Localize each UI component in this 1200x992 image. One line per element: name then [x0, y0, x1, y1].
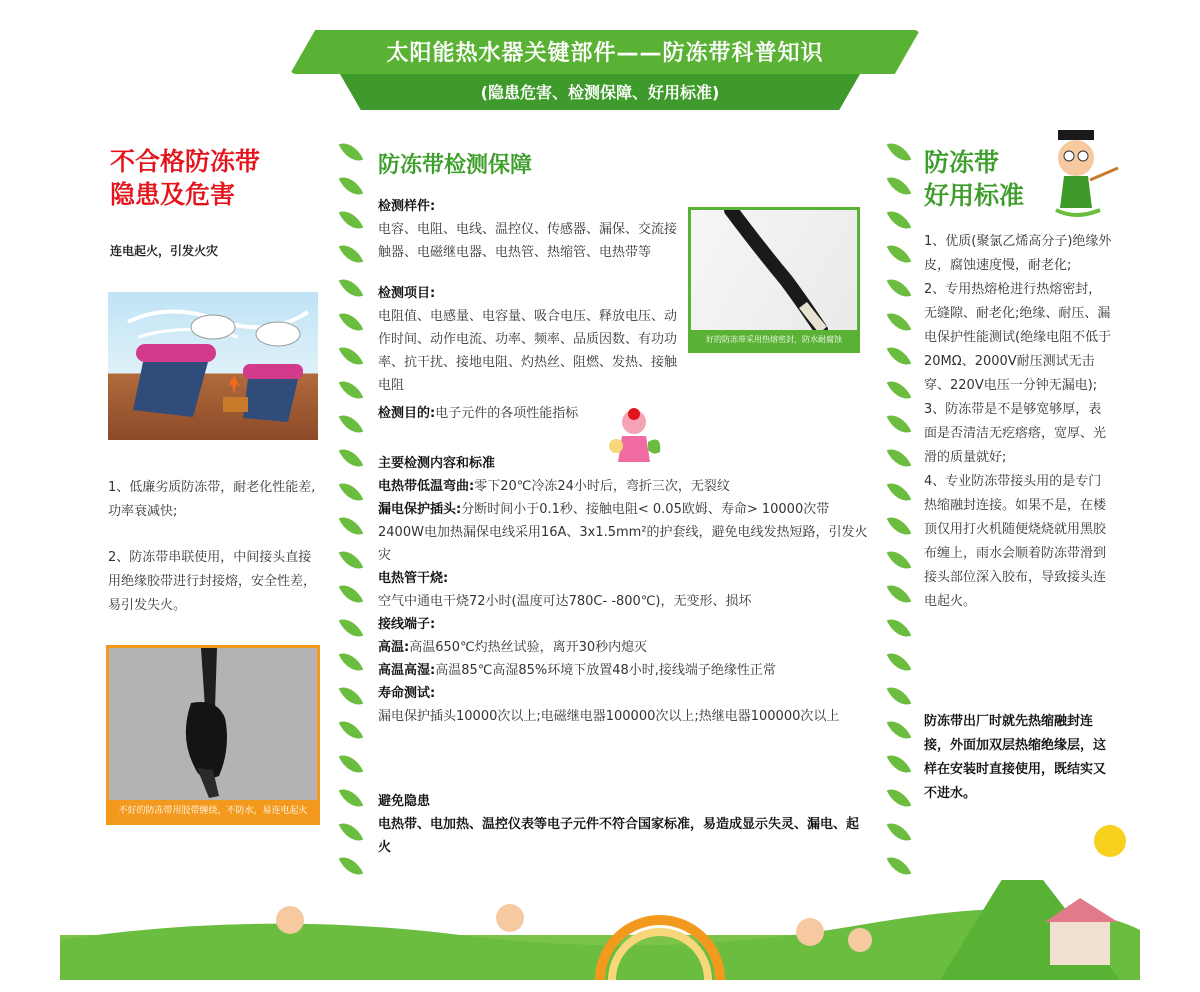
good-cable-photo [688, 207, 860, 353]
left-paragraph-1: 1、低廉劣质防冻带，耐老化性能差,功率衰减快; [108, 480, 316, 519]
bad-tape-photo [106, 645, 320, 825]
header-banner [290, 30, 920, 110]
left-section-title: 不合格防冻带 隐患及危害 [110, 147, 261, 209]
avoid-block: 避免隐患 电热带、电加热、温控仪表等电子元件不符合国家标准，易造成显示失灵、漏电、起火 [378, 794, 860, 855]
right-body-text: 1、优质(聚氯乙烯高分子)绝缘外皮，腐蚀速度慢，耐老化; 2、专用热熔枪进行热熔密封，无缝隙、耐老化;绝缘、耐压、漏电保护性能测试(绝缘电阻不低于20MΩ、2000V耐压测试无击穿、220V电压一分钟无漏电); 3、防冻带是不是够宽够厚，表面是否清洁无疙瘩瘩，宽厚、光滑的质量就好; 4、专业防冻带接头用的是专门热缩融封连接。如果不是，在楼顶仅用打火机随便烧烧就用黑胶布缠上，雨水会顺着防冻带滑到接头部位深入胶布，导致接头连电起火。 [924, 234, 1112, 609]
sun-icon [1094, 825, 1126, 857]
good-cable-caption: 好的防冻带采用热熔密封，防水耐腐蚀 [691, 330, 857, 350]
samples-block: 检测样件: 电容、电阻、电线、温控仪、传感器、漏保、交流接触器、电磁继电器、电热管、热缩管、电热带等 [378, 199, 678, 260]
left-section-subtitle: 连电起火，引发火灾 [110, 244, 219, 258]
standards-block: 主要检测内容和标准 电热带低温弯曲:零下20℃冷冻24小时后，弯折三次，无裂纹 漏电保护插头:分断时间小于0.1秒、接触电阻< 0.05欧姆、寿命> 10000次带2400W电加热漏保电线采用16A、3x1.5mm²的护套线，避免电线发热短路，引发火灾 电热管干烧: 空气中通电干烧72小时(温度可达780C- -800℃)，无变形、损坏 接线端子: 高温:高温650℃灼热丝试验，离开30秒内熄灭 高温高湿:高温85℃高湿85%环境下放置48小时,接线端子绝缘性正常 寿命测试: 漏电保护插头10000次以上;电磁继电器100000次以上;热继电器100000次以上 [378, 456, 868, 724]
solar-heater-illustration [108, 292, 318, 440]
professor-illustration [1040, 128, 1120, 223]
page-title: 太阳能热水器关键部件——防冻带科普知识 [386, 41, 824, 66]
middle-section-title: 防冻带检测保障 [378, 153, 533, 178]
leaf-divider-right [889, 140, 911, 888]
left-paragraph-2: 2、防冻带串联使用，中间接头直接用绝缘胶带进行封接熔，安全性差，易引发失火。 [108, 550, 317, 613]
items-block: 检测项目: 电阻值、电感量、电容量、吸合电压、释放电压、动作时间、动作电流、功率、频率、品质因数、有功功率、抗干扰、接地电阻、灼热丝、阻燃、发热、接触电阻 [378, 286, 678, 393]
bad-tape-caption: 不好的防冻带用胶带缠绕，不防水，易连电起火 [109, 800, 317, 822]
right-section-title: 防冻带 好用标准 [924, 148, 1025, 210]
leaf-divider-left [341, 140, 363, 888]
right-bold-text: 防冻带出厂时就先热缩融封连接，外面加双层热缩绝缘层，这样在安装时直接使用，既结实又不进水。 [924, 714, 1107, 801]
bottom-scenery [60, 880, 1140, 980]
purpose-block: 检测目的:电子元件的各项性能指标 [378, 406, 579, 421]
page-subtitle: (隐患危害、检测保障、好用标准) [480, 83, 720, 102]
